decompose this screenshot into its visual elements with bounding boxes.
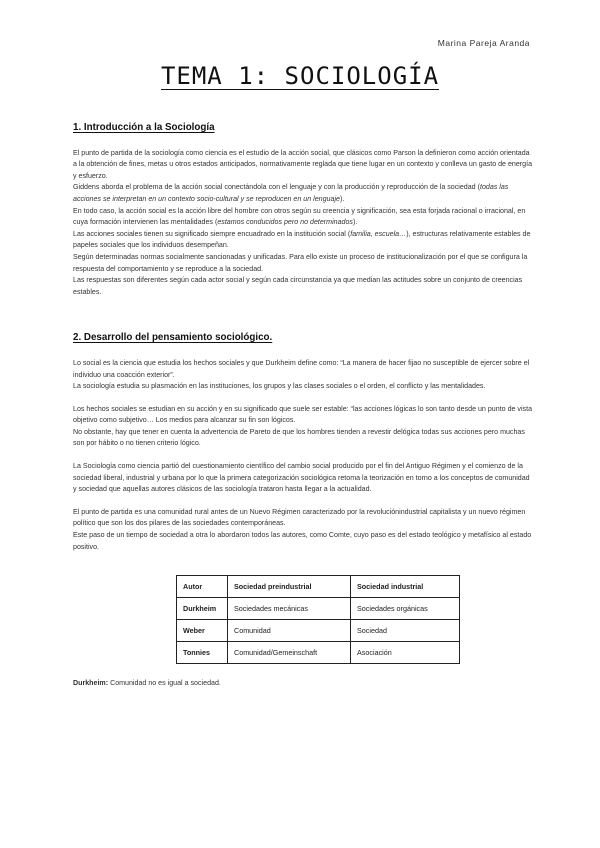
closing-note bbox=[73, 678, 533, 690]
table-cell: Asociación bbox=[351, 642, 460, 664]
section-2-paragraph: Este paso de un tiempo de sociedad a otra lo abordaron todos las autores, como Comte, cuyo paso es del estado teológico y metafísico al estado positivo. bbox=[73, 531, 532, 551]
section-2-paragraph: La Sociología como ciencia partió del cuestionamiento científico del cambio social producido por el fin del Antiguo Régimen y el comienzo de la sociedad liberal, industrial y urbana por lo que la primera categorización sociológica retoma la teorización en torno a los conceptos de comunidad y sociedad que aquellas autores clásicos de las sociología trataron hasta llegar a la actualidad. bbox=[73, 462, 530, 494]
author-name: Marina Pareja Aranda bbox=[437, 38, 530, 48]
section-1-paragraph: Giddens aborda el problema de la acción social conectándola con el lenguaje y con la producción y reproducción de la sociedad (todas las acciones se interpretan en un contexto socio-cultural y se reproducen en un lenguaje). bbox=[73, 183, 509, 203]
table-cell: Tonnies bbox=[177, 642, 228, 664]
table-row bbox=[177, 642, 460, 664]
table-cell: Comunidad bbox=[228, 620, 351, 642]
section-2-paragraph: La sociología estudia su plasmación en las instituciones, los grupos y las clases sociales o el orden, el conflicto y las mentalidades. bbox=[73, 382, 486, 391]
table-cell: Durkheim bbox=[177, 598, 228, 620]
section-2-heading: 2. Desarrollo del pensamiento sociológico. bbox=[73, 332, 273, 344]
table-cell: Comunidad/Gemeinschaft bbox=[228, 642, 351, 664]
table-row bbox=[177, 598, 460, 620]
closing-note-label: Durkheim: bbox=[73, 679, 109, 688]
table-header-row bbox=[177, 576, 460, 598]
table-row bbox=[177, 620, 460, 642]
section-1-paragraph: El punto de partida de la sociología como ciencia es el estudio de la acción social, que clásicos como Parson la definieron como acción orientada a la obtención de fines, metas u otros estados anticipados, normativamente reglada que tiene lugar en un contexto y conlleva un gasto de energía y esfuerzo. bbox=[73, 148, 533, 180]
table-header-cell: Autor bbox=[177, 576, 228, 598]
section-1-paragraph: Las respuestas son diferentes según cada actor social y según cada circunstancia ya que median las actitudes sobre un conjunto de creencias estables. bbox=[73, 276, 523, 296]
section-2-paragraph: Los hechos sociales se estudian en su acción y en su significado que suele ser estable: “las acciones lógicas lo son tanto desde un punto de vista objetivo como subjetivo… Los medios para alcanzar su fin son lógicos. bbox=[73, 404, 533, 425]
section-1-paragraph: En todo caso, la acción social es la acción libre del hombre con otros según su creencia y significación, sea esta forjada racional o irracional, en cuya formación intervienen las mentalidades (estamos conducidos pero no determinados). bbox=[73, 206, 526, 227]
section-1-paragraph: Según determinadas normas socialmente sancionadas y unificadas. Para ello existe un proceso de institucionalización por el que se configura la respuesta del comportamiento y se reproduce a la sociedad. bbox=[73, 252, 528, 273]
table-cell: Sociedad bbox=[351, 620, 460, 642]
section-2-paragraph: Lo social es la ciencia que estudia los hechos sociales y que Durkheim define como: “La manera de hacer fijao no susceptible de ejercer sobre el individuo una coacción exterior”. bbox=[73, 358, 530, 379]
page-title: TEMA 1: SOCIOLOGÍA bbox=[160, 62, 440, 90]
document-body bbox=[73, 122, 533, 690]
table-header-cell: Sociedad industrial bbox=[351, 576, 460, 598]
society-comparison-table bbox=[176, 575, 460, 664]
closing-note-text: Comunidad no es igual a sociedad. bbox=[108, 679, 221, 688]
section-1-heading: 1. Introducción a la Sociología bbox=[73, 122, 215, 133]
section-2-paragraph: No obstante, hay que tener en cuenta la advertencia de Pareto de que los hombres tienden a revestir delógica todas sus acciones pero muchas son por hábito o no tienen criterio lógico. bbox=[73, 427, 525, 448]
table-cell: Weber bbox=[177, 620, 228, 642]
table-header-cell: Sociedad preindustrial bbox=[228, 576, 351, 598]
table-cell: Sociedades mecánicas bbox=[228, 598, 351, 620]
section-2-paragraph: El punto de partida es una comunidad rural antes de un Nuevo Régimen caracterizado por la revoluciónindustrial capitalista y un nuevo régimen político que son los dos pilares de las sociedades contemporáneas. bbox=[73, 507, 526, 528]
section-1-paragraph: Las acciones sociales tienen su significado siempre encuadrado en la institución social (familia, escuela…), estructuras relativamente estables de papeles sociales que los individuos desempeñan. bbox=[73, 229, 531, 250]
table-cell: Sociedades orgánicas bbox=[351, 598, 460, 620]
